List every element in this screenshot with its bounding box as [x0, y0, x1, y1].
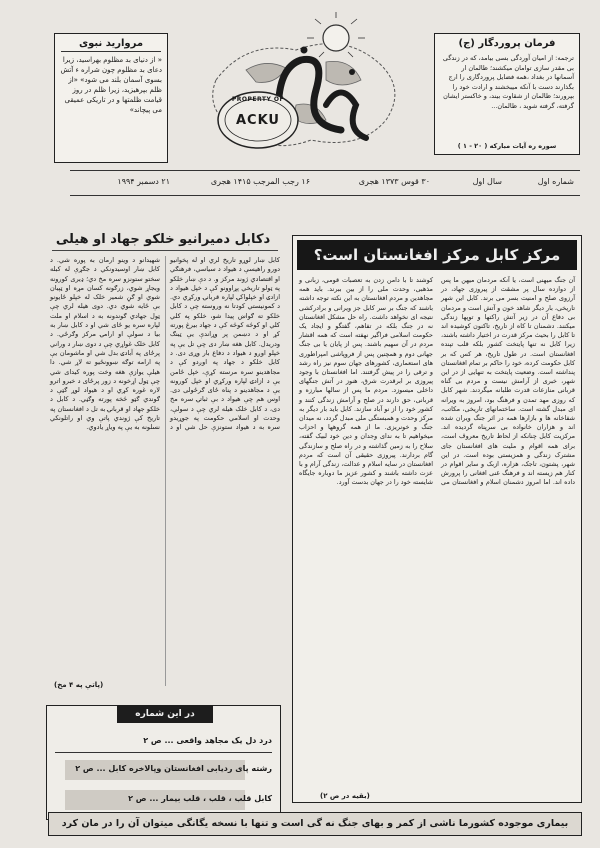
- left-article-continued: (پاتې په ۴ مخ): [54, 681, 104, 689]
- stamp-main-text: ACKU: [235, 113, 280, 128]
- bottom-slogan-banner: [48, 812, 582, 836]
- left-headline-rule: [52, 250, 278, 251]
- gregorian-date: ۲۱ دسمبر ۱۹۹۴: [117, 177, 170, 186]
- main-article-headline: مرکز کابل مرکز افغانستان است؟: [297, 240, 577, 270]
- quran-verse-box: [434, 33, 580, 155]
- left-article-body: کابل ښار لوړو تاریخ لري او له پخوانیو دورو راهیسې د هیواد د سیاسي، فرهنګي او اقتصادي ژوند مرکز و. د دې ښار خلکو په ټولو تاریخي پړاوونو کې د خپل هیواد د ازادۍ او خپلواکۍ لپاره قربانۍ ورکړي دي. د کمونیستي کودتا نه وروسته چې د کابل خلکو ته ګواښ پیدا شو، خلکو په کلي کلي او کوڅه کوڅه کې د جهاد بیرغ پورته کړ او د دښمن پر وړاندې یې ټینګ ودریدل. کابل هغه ښار دی چې تل یې په خپلو اوږو د هیواد د دفاع بار وړی دی. د کابل خلکو د جهاد په اوږدو کې د مجاهدینو سره مرسته کړې، خپل ځامن یې د ازادۍ لپاره ورکړي او خپل کورونه یې د مجاهدینو د پناه ځای ګرځولی دی. اوس هم چې هیواد د بې ثباتۍ سره مخ دی، د کابل خلک هیله لري چې د سولې، وحدت او اسلامي حکومت په جوړیدو سره به د هیواد ستونزې حل شي او د شهیدانو د وینو ارمان به پوره شي. د کابل ښار اوسیدونکي د جګړې له کبله سختو ستونزو سره مخ دي؛ ډیری کورونه ویجاړ شوي، زرګونه کسان مړه او ټپیان شوي او ګڼ شمیر خلک له خپلو ځایونو بې ځایه شوي دي. دوی هیله لري چې ټول جهادي ګوندونه به د اسلام او ملت لپاره سره یو ځای شي او د کابل ښار به بیا د سولې او ارامۍ مرکز وګرځي. د کابل خلک غواړي چې د دوی ښار د وراني پرځای په آبادۍ بدل شي او ماشومان یې په ارامه توګه ښوونځیو ته لاړ شي. دا هیلې یوازې هغه وخت پوره کیدای شي چې ټول اړخونه د زور پرځای د خبرو اترو لاره غوره کړي او د هیواد لوړ ګټې د ګوندي ګټو څخه پورته وګڼي. د کابل د خلکو جهاد او قربانۍ به تل د افغانستان په تاریخ کې ژوندي پاتې وي او راتلونکي نسلونه به یې په ویاړ یادوي.: [50, 256, 280, 432]
- quran-verse-title: فرمان پروردگار (ج): [458, 38, 556, 49]
- in-this-issue-box: [46, 705, 281, 820]
- hadith-box: [54, 33, 168, 163]
- quran-verse-text: ترجمه: از امیان آوردگی بسی بیامد، که در زندگی بی مقدر سازی توامان میکشند؛ ظالمان ار آسمانها در بغداد ،همه فضایل پروردگاری را ارج بگذارند دست با آنکه میبخشند و ارادت خود را بپرورند؛ ظالمان از شقاوت بیند، و خاکستر ایشان گرفته، گرفته شوید ، ظالمان...: [442, 54, 574, 110]
- hadith-divider: [61, 51, 161, 52]
- main-article-continued: (بقیه در ص ۲): [320, 792, 370, 800]
- in-this-issue-item: درد دل یک مجاهد واقعی ... ص ۲: [55, 730, 272, 753]
- lunar-date: ۱۶ رجب المرجب ۱۴۱۵ هجری: [210, 177, 310, 186]
- issue-year: سال اول: [472, 177, 502, 186]
- left-article-body-frame: [50, 256, 280, 686]
- issue-date-bar: [70, 170, 580, 196]
- quran-verse-reference: سوره ره آیات مبارکه ( ۲۰ - ۱ ): [457, 142, 557, 150]
- issue-number: شماره اول: [537, 177, 574, 186]
- hadith-title: مروارید نبوی: [78, 38, 144, 49]
- in-this-issue-item: کابل قلب ، قلب ، قلب بیمار ... ص ۲: [128, 794, 272, 803]
- stamp-top-text: PROPERTY OF: [231, 96, 285, 103]
- main-article-box: [292, 235, 582, 803]
- main-article-body: آن جنگ میهنی است، یا آنکه مردمان میهن ما پس از دوازده سال پر مشقت از پیروزی جهاد، در آرزوی صلح و امنیت بسر می برند. کابل این شهر تاریخی، بار دیگر شاهد خون و آتش است و مردمان بی دفاع آن در زیر آتش راکتها و توپها زندگی میکنند. دشمنان تا کاه از تاریخ، تاکنون کوشیده اند تا کابل را بحیث مرکز قدرت در اختیار داشته باشند، زیرا کابل نه تنها پایتخت کشور بلکه قلب تپنده افغانستان است. در طول تاریخ، هر کس که بر کابل حکومت کرده، خود را حاکم بر تمام افغانستان پنداشته است. وضعیت پایتخت به تنهایی از در این شهر، خبری از آرامش نیست و مردم بی گناه قربانی منازعات قدرت طلبانه میگردند. شهر کابل که روزی مهد تمدن و فرهنگ بود، امروز به ویرانه ای مبدل گشته است. ساختمانهای تاریخی، مکاتب، شفاخانه ها و بازارها همه در اثر جنگ ویران شده اند و هزاران خانواده بی سرپناه گردیده اند. مرکزیت کابل چنانکه از لحاظ تاریخ معروف است، برای همه اقوام و ملیت های افغانستان جای مشترک زندگی و همزیستی بوده است. در این شهر، پشتون، تاجک، هزاره، ازبک و سایر اقوام در کنار هم زیسته اند و فرهنگ غنی افغانی را پرورش داده اند. اما امروز دشمنان اسلام و افغانستان می کوشند تا با دامن زدن به تعصبات قومی، زبانی و مذهبی، وحدت ملی را از بین ببرند. باید همه مجاهدین و مردم افغانستان به این نکته توجه داشته باشند که جنگ بر سر کابل جز ویرانی و برادرکشی نتیجه ای نخواهد داشت. راه حل مشکل افغانستان نه در جنگ بلکه در تفاهم، گفتگو و ایجاد یک حکومت اسلامی فراگیر نهفته است که همه اقشار مردم در آن سهیم باشند. پس از پایان یا بی جنگ جهانی دوم و همچنین پس از فروپاشی امپراطوری های استعماری، کشورهای جهان سوم نیز راه رشد و ترقی را در پیش گرفتند. اما افغانستان با وجود پیروزی بر ابرقدرت شرق، هنوز در آتش جنگهای داخلی میسوزد. مردم ما پس از سالها مبارزه و قربانی، حق دارند در صلح و آرامش زندگی کنند و کشور خود را از نو آباد سازند. کابل باید بار دیگر به مرکز وحدت و همبستگی ملی مبدل گردد، نه میدان جنگ و خونریزی. ما از همه گروهها و احزاب میخواهیم تا به ندای وجدان و دین خود لبیک گفته، سلاح را به زمین گذاشته و در راه صلح و سازندگی گام بردارند. پیروزی حقیقی آن است که مردم افغانستان در سایه اسلام و عدالت، زندگی آرام و با عزت داشته باشند و کشور عزیز ما دوباره جایگاه شایسته خود را در جهان بدست آورد.: [299, 276, 575, 487]
- solar-date: ۳۰ قوس ۱۳۷۳ هجری: [358, 177, 430, 186]
- in-this-issue-item: رشته پای ردیابی افغانستان وپالاخره کابل ... ص ۲: [75, 764, 272, 773]
- masthead-logo: [176, 10, 426, 168]
- hadith-text: « از دنیای بد مظلوم بهراسید، زیرا دعای بد مظلوم چون شراره ء آتش بسوی آسمان بلند می شود» «از ظلم بپرهیزید، زیرا ظلم در روز قیامت ظلمتها و در تاریکی عمیقی می پیچاند»: [60, 56, 162, 114]
- in-this-issue-title: در این شماره: [117, 705, 213, 723]
- bottom-slogan-text: بیماری موجوده کشورما ناشی از کمر و بهای جنگ نه گی است و تنها با نسخه یگانگی میتوان آن را در مان کرد: [61, 818, 569, 829]
- left-article-headline: دکابل دمیرانیو خلکو جهاد او هیلی: [55, 232, 271, 247]
